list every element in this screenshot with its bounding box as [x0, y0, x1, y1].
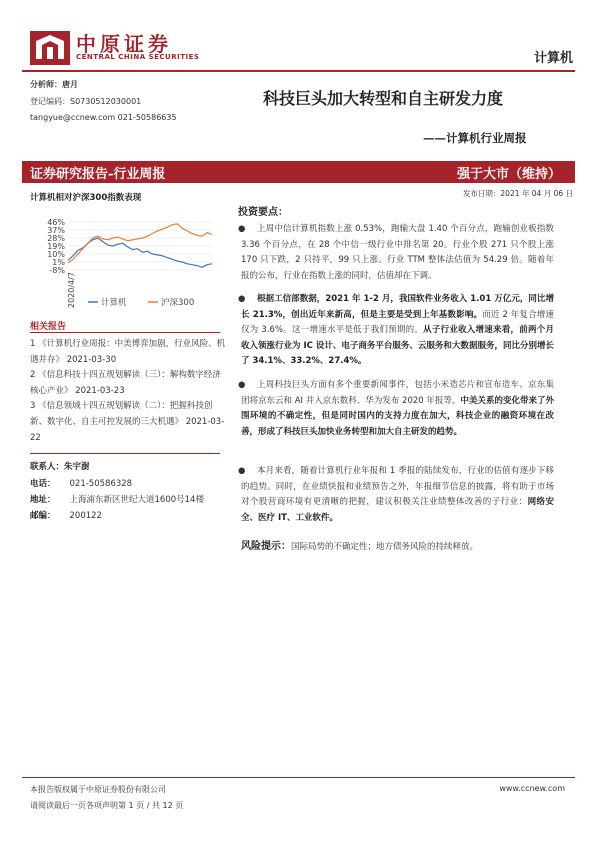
series-line-csi300 [68, 224, 212, 263]
bullet-icon: ● [238, 466, 246, 476]
key-point-1 [238, 222, 554, 284]
report-title: 科技巨头加大转型和自主研发力度 [263, 89, 504, 108]
zip-value: 200122 [69, 511, 102, 521]
related-report-item[interactable]: 2 《信息科技十四五规划解读（三）：解构数字经济核心产业》 2021-03-23 [30, 370, 221, 396]
y-tick-label: 19% [47, 242, 65, 251]
y-tick-label: 37% [47, 226, 65, 235]
brand-name: 中原证券 [76, 32, 172, 56]
bullet-icon: ● [238, 224, 246, 234]
analyst-name: 分析师：唐月 [30, 80, 78, 89]
phone-value: 021-50586328 [69, 479, 133, 489]
analyst-contact: tangyue@ccnew.com 021-50586635 [30, 113, 177, 122]
y-tick-label: 46% [47, 218, 65, 227]
key-point-text: 上周中信计算机指数上涨 0.53%，跑输大盘 1.40 个百分点，跑输创业板指数 3.36 个百分点，在 28 个中信一级行业中排名第 20。行业个股 271 只个股上涨 170 只下跌，2 只持平，99 只上涨。行业 TTM 整体法估值为 54.29 倍。随着年报的公布，行业在指数上涨的同时，估值却在下调。 [241, 224, 554, 281]
report-banner [22, 161, 575, 183]
related-reports-title: 相关报告 [30, 322, 67, 332]
address-value: 上海浦东新区世纪大道1600号14楼 [69, 495, 204, 505]
contact-rule [30, 453, 220, 454]
y-tick-label: 1% [52, 258, 65, 267]
bullet-icon: ● [238, 294, 246, 304]
related-report-item[interactable]: 3 《信息领域十四五规划解读（二）：把握科技创新、数字化、自主可控发展的三大机遇》 2021-03-22 [30, 401, 225, 443]
key-point-text: 本月来看，随着计算机行业年报和 1 季报的陆续发布，行业的估值有逐步下移的趋势。同时，在业绩快报和业绩预告之外，年报细节信息的披露，将有助于市场对个股营商环境有更清晰的把握，建议积极关注业绩整体改善的子行业： [241, 466, 554, 507]
footer-url[interactable]: www.ccnew.com [499, 784, 565, 793]
report-subtitle: ——计算机行业周报 [423, 131, 527, 145]
key-point-2 [238, 292, 554, 370]
brand-logo-icon [30, 31, 70, 65]
footer-rule [22, 777, 575, 778]
key-point-3 [238, 378, 554, 440]
y-tick-label: 28% [47, 234, 65, 243]
legend-label: 计算机 [101, 298, 127, 308]
key-point-bold: 网络安全、医疗 IT、工业软件。 [241, 497, 554, 523]
key-points-title: 投资要点： [238, 207, 288, 218]
phone-label: 电话： [30, 479, 56, 489]
risk-label: 风险提示： [241, 541, 291, 552]
report-type: 证券研究报告-行业周报 [30, 167, 166, 182]
y-tick-label: -8% [49, 266, 65, 275]
address-label: 地址： [30, 495, 56, 505]
footer-copyright: 本报告版权属于中原证券股份有限公司 [30, 785, 166, 794]
bullet-icon: ● [238, 380, 246, 390]
legend-label: 沪深300 [161, 298, 195, 308]
relative-performance-chart [30, 208, 220, 318]
risk-notice [241, 537, 478, 552]
series-line-computer [68, 238, 212, 267]
industry-label: 计算机 [533, 51, 573, 66]
rating: 强于大市（维持） [456, 167, 561, 182]
zip-label: 邮编： [30, 511, 56, 521]
key-point-4 [238, 464, 554, 526]
contact-person: 联系人：朱宇澍 [30, 462, 90, 472]
related-rule [30, 332, 220, 333]
analyst-reg: 登记编码：S0730512030001 [30, 97, 142, 106]
key-point-bold: 从子行业收入增速来看，前两个月收入领涨行业为 IC 设计、电子商务平台服务、云服务和大数据服务，同比分别增长了 34.1%、33.2%、27.4%。 [241, 325, 554, 366]
related-report-item[interactable]: 1 《计算机行业周报：中美博弈加剧，行业风险、机遇并存》 2021-03-30 [30, 339, 226, 365]
footer-disclaimer: 请阅读最后一页各项声明第 1 页 / 共 12 页 [30, 801, 184, 810]
chart-title: 计算机相对沪深300指数表现 [30, 193, 142, 203]
brand-name-en: CENTRAL CHINA SECURITIES [76, 53, 200, 61]
key-point-bold: 中美关系的变化带来了外围环境的不确定性，但是同时国内的支持力度在加大，科技企业的融资环境在改善，形成了科技巨头加快业务转型和加大自主研发的趋势。 [241, 395, 554, 437]
key-point-bold: 根据工信部数据，2021 年 1-2 月，我国软件业务收入 1.01 万亿元，同比增长 21.3%，创出近年来新高，但是主要是受到上年基数影响。 [241, 294, 554, 320]
publish-date: 发布日期：2021 年 04 月 06 日 [462, 189, 573, 198]
key-point-text: 而近 2 年复合增速仅为 3.6%。这一增速水平是低于我们预期的。 [241, 309, 554, 335]
key-point-text: 上周科技巨头方面有多个重要新闻事件，包括小米造芯片和宣布造车、京东集团将京东云和 AI 并入京东数科、华为发布 2020 年报等。 [241, 380, 554, 406]
risk-text: 国际局势的不确定性；地方债务风险的持续释放。 [291, 542, 479, 552]
y-tick-label: 10% [47, 250, 65, 259]
x-axis-label: 2020/4/7 [67, 272, 76, 308]
header-rule [22, 70, 575, 72]
